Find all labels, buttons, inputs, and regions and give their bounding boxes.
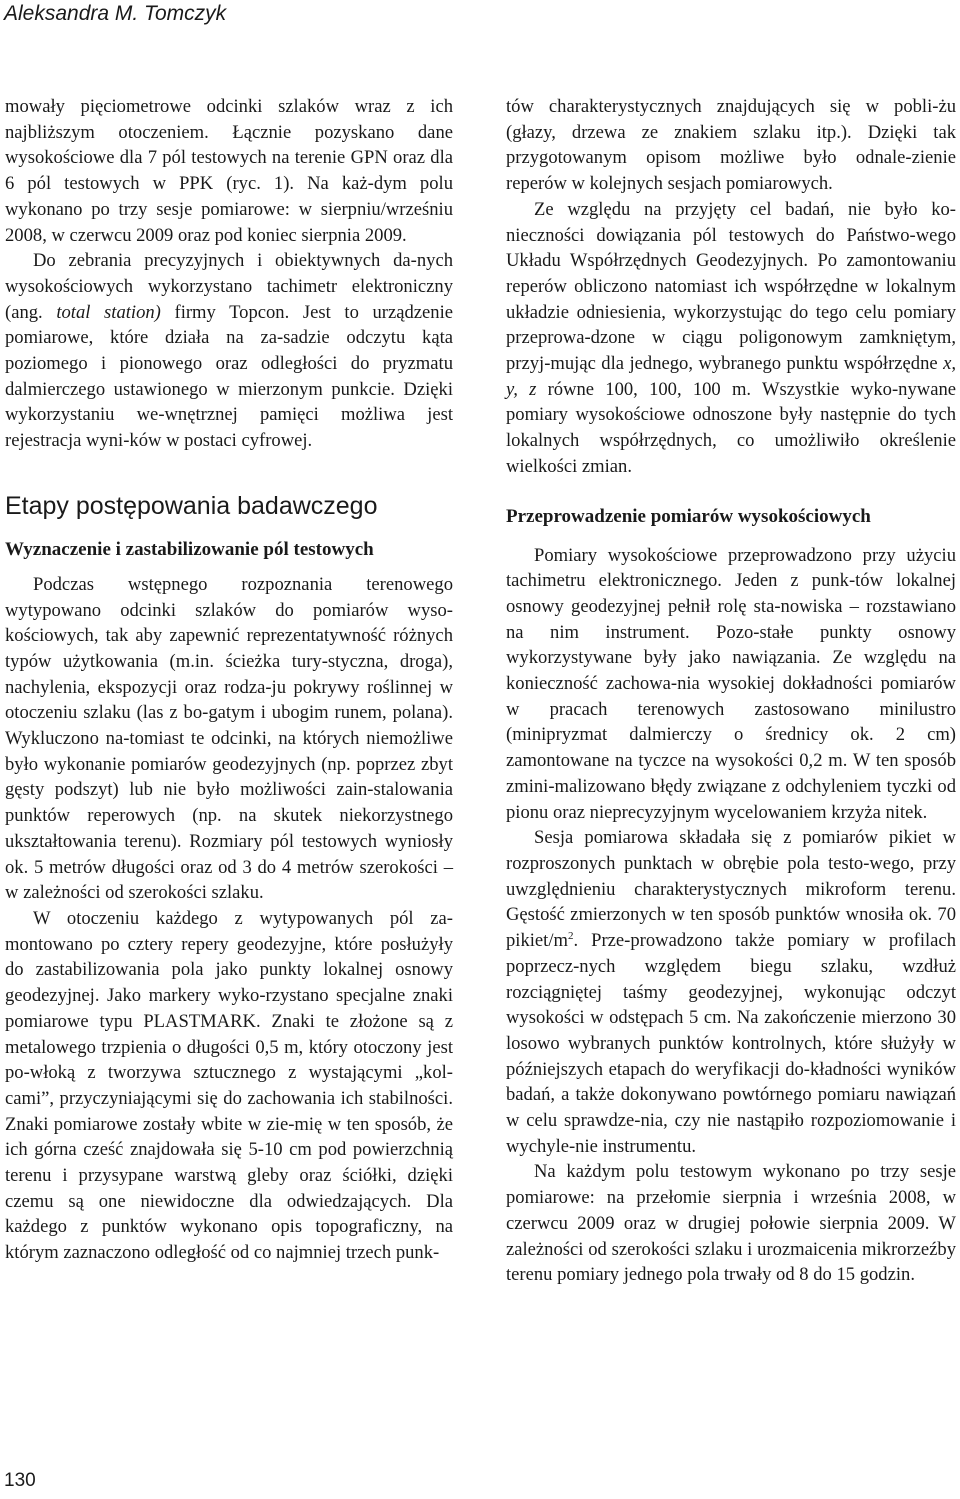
italic-coords: x, y, z — [506, 353, 956, 400]
running-header-author: Aleksandra M. Tomczyk — [4, 2, 227, 25]
text-span: firmy Topcon. Jest to urządzenie pomiarowe, które działa na za-sadzie odczytu kąta poziomego i pionowego oraz odległości do pryzmatu dalmierczego ustawionego w mierzonym punkcie. Dzięki wykorzystaniu we-wnętrznej pamięci możliwa jest rejestracja wyni-ków w postaci cyfrowej. — [5, 301, 454, 452]
right-column — [506, 94, 956, 1288]
paragraph: mowały pięciometrowe odcinki szlaków wraz z ich najbliższym otoczeniem. Łącznie pozyskano dane wysokościowe dla 7 pól testowych na terenie GPN oraz dla 6 pól testowych w PPK (ryc. 1). Na każ-dym polu wykonano po trzy sesje pomiarowe: w sierpniu/wrześniu 2008, w czerwcu 2009 oraz pod koniec sierpnia 2009. — [5, 96, 453, 246]
left-column — [5, 94, 453, 1266]
text-span: równe 100, 100, 100 m. Wszystkie wyko-nywane pomiary wysokościowe odnoszone były następnie do tych lokalnych współrzędnych, co umożliwiło określenie wielkości zmian. — [506, 378, 956, 477]
paragraph: Pomiary wysokościowe przeprowadzono przy użyciu tachimetru elektronicznego. Jeden z punk-tów lokalnej osnowy geodezyjnej pełnił rolę sta-nowiska – rozstawiano na nim instrument. Pozo-stałe punkty osnowy wykorzystywane były jako nawiązania. Ze względu na konieczność zachowa-nia wysokiej dokładności pomiarów w pracach terenowych zastosowano minilustro (minipryzmat dalmierczy o średnicy ok. 2 cm) zamontowane na tyczce na wysokości 0,2 m. W ten sposób zmini-malizowano błędy związane z odchyleniem tyczki od pionu oraz nieprecyzyjnym wycelowaniem krzyża nitek. — [506, 544, 956, 823]
text-span: Sesja pomiarowa składała się z pomiarów pikiet w rozproszonych punktach w obrębie pola testo-wego, przy uwzględnieniu charakterystycznych mikroform terenu. Gęstość zmierzonych w ten sposób punktów wnosiła ok. 70 pikiet/m — [506, 827, 956, 952]
paragraph: Podczas wstępnego rozpoznania terenowego wytypowano odcinki szlaków do pomiarów wyso-kościowych, tak aby zapewnić reprezentatywność różnych typów użytkowania (m.in. ścieżka tury-styczna, droga), nachylenia, ekspozycji oraz rodza-ju pokrywy roślinnej w otoczeniu szlaku (las z bo-gatym i ubogim runem, polana). Wykluczono na-tomiast te odcinki, na których niemożliwe było wykonanie pomiarów geodezyjnych (np. poprzez zbyt gęsty podszyt) lub nie było możliwości zain-stalowania punktów reperowych (np. na skutek niekorzystnego ukształtowania terenu). Rozmiary pól testowych wyniosły ok. 5 metrów długości oraz od 3 do 4 metrów szerokości – w zależności od szerokości szlaku. — [5, 573, 453, 904]
text-span: . Prze-prowadzono także pomiary w profilach poprzecz-nych względem biegu szlaku, wzdłuż rozciągniętej taśmy geodezyjnej, wykonując odczyt wysokości w odstępach 5 cm. Na zakończenie mierzono 30 losowo wybranych punktów kontrolnych, które służyły w późniejszych etapach do weryfikacji do-kładności wyników badań, a także dokonywano powtórnego pomiaru nawiązań w celu sprawdze-nia, czy nie nastąpiło rozpoziomowanie i wychyle-nie instrumentu. — [506, 930, 956, 1157]
text-span: Do zebrania precyzyjnych i obiektywnych da-nych wysokościowych wykorzystano tachimetr elektroniczny (ang. — [5, 250, 453, 323]
italic-term: total station) — [56, 301, 161, 323]
page-number: 130 — [4, 1470, 36, 1491]
paragraph-density — [506, 825, 956, 1159]
paragraph: W otoczeniu każdego z wytypowanych pól za-montowano po cztery repery geodezyjne, które posłużyły do zastabilizowania pola jako punkty lokalnej osnowy geodezyjnej. Jako markery wyko-rzystano specjalne znaki pomiarowe typu PLASTMARK. Znaki te złożone są z metalowego trzpienia o długości 0,5 m, który otoczony jest po-włoką z tworzywa sztucznego z wystającymi „kol-cami”, przyczyniającymi się do zachowania ich stabilności. Znaki pomiarowe zostały wbite w zie-mię w ten sposób, że ich górna cześć znajdowała się 5-10 cm pod powierzchnią terenu i przysypane warstwą gleby oraz ściółki, dzięki czemu są one niewidoczne dla odwiedzających. Dla każdego z punktów wykonano opis topograficzny, na którym zaznaczono odległość od co najmniej trzech punk- — [5, 907, 453, 1264]
superscript: 2 — [567, 930, 574, 943]
paragraph: tów charakterystycznych znajdujących się w pobli-żu (głazy, drzewa ze znakiem szlaku itp.). Dzięki tak przygotowanym opisom możliwe było odnale-zienie reperów w kolejnych sesjach pomiarowych. — [506, 96, 956, 195]
paragraph-instrument — [5, 248, 453, 454]
subsection-title: Wyznaczenie i zastabilizowanie pól testowych — [5, 538, 374, 560]
paragraph-coordinates — [506, 197, 956, 480]
paragraph: Na każdym polu testowym wykonano po trzy sesje pomiarowe: na przełomie sierpnia i września 2008, w czerwcu 2009 oraz w drugiej połowie sierpnia 2009. W zależności od szerokości szlaku i urozmaicenia mikrorzeźby terenu pomiary jednego pola trwały od 8 do 15 godzin. — [506, 1161, 956, 1286]
section-title: Etapy postępowania badawczego — [5, 491, 378, 520]
text-span: Ze względu na przyjęty cel badań, nie było ko-nieczności dowiązania pól testowych do Państwo-wego Układu Współrzędnych Geodezyjnych. Po zamontowaniu reperów obliczono natomiast ich współrzędne w lokalnym układzie odniesienia, wykorzystując do tego celu pomiary przeprowa-dzone w ciągu poligonowym zamkniętym, przyj-mując dla jednego, wybranego punktu współrzędne — [506, 198, 956, 375]
subsection-title: Przeprowadzenie pomiarów wysokościowych — [506, 505, 871, 527]
